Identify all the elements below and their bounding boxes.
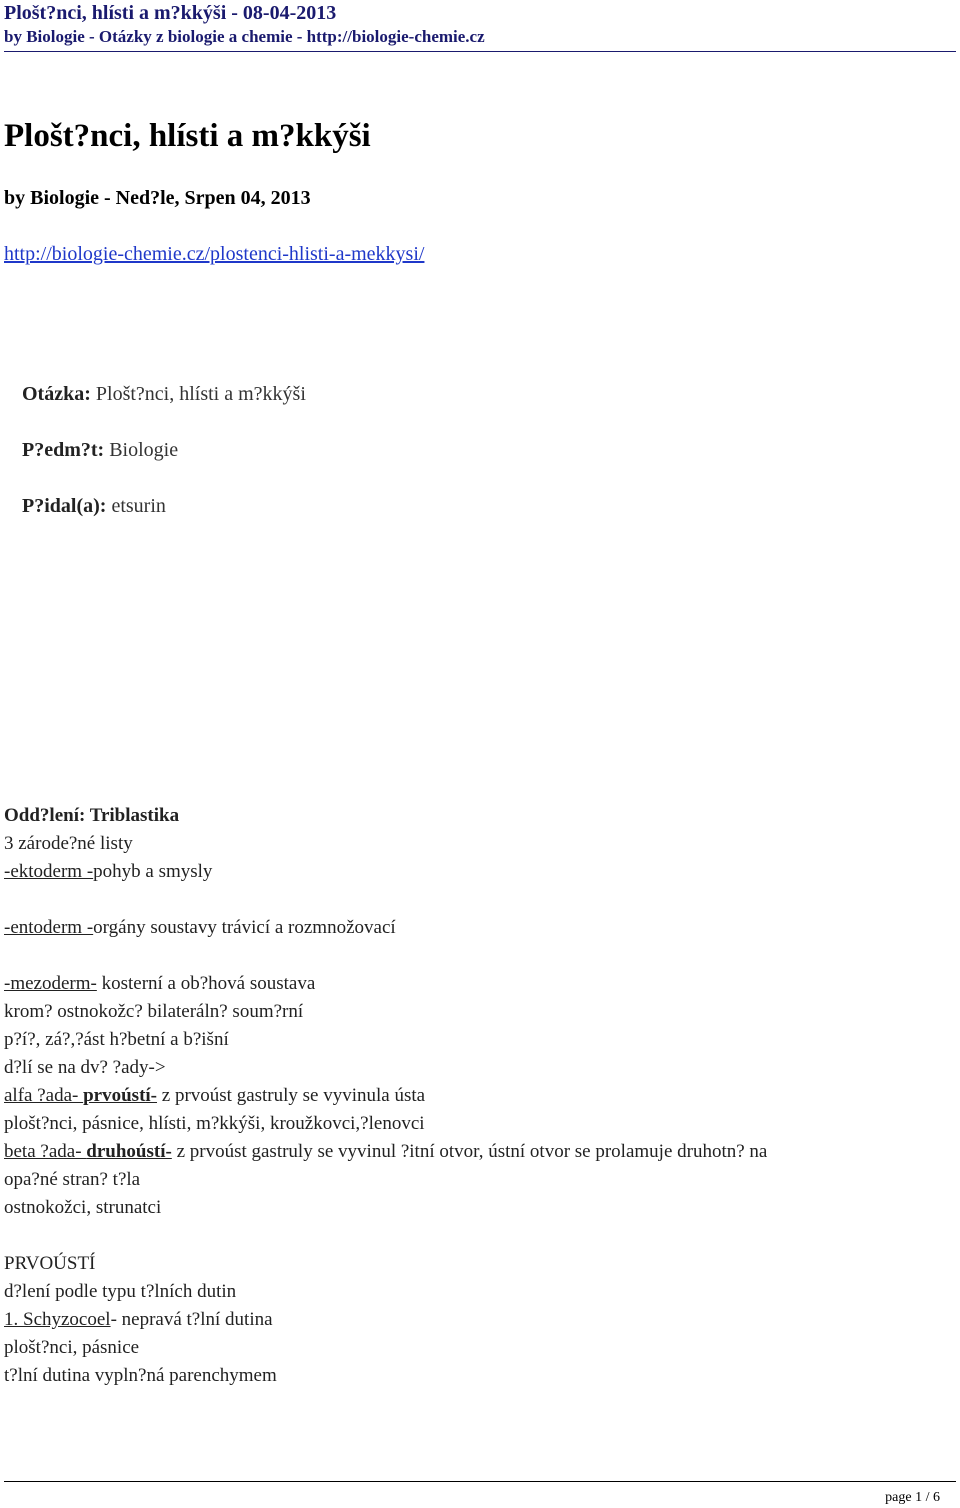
schizocoel-line	[4, 1306, 954, 1334]
header-divider	[4, 51, 956, 52]
beta-bold-term: druhoústí-	[86, 1141, 172, 1162]
mesoderm-desc: kosterní a ob?hová soustava	[96, 973, 316, 994]
schizocoel-fill: t?lní dutina vypln?ná parenchymem	[4, 1365, 277, 1386]
body-parts-line: p?í?, zá?,?ást h?betní a b?išní	[4, 1029, 229, 1050]
ectoderm-term: -ektoderm -	[4, 861, 94, 882]
beta-desc: z prvoúst gastruly se vyvinul ?itní otvor, ústní otvor se prolamuje druhotn? na	[171, 1141, 768, 1162]
article-body	[4, 802, 954, 1390]
ectoderm-line	[4, 858, 954, 886]
beta-list: ostnokožci, strunatci	[4, 1197, 162, 1218]
mesoderm-term: -mezoderm-	[4, 973, 97, 994]
alpha-term: alfa ?ada-	[4, 1085, 84, 1106]
alpha-line	[4, 1082, 954, 1110]
division-heading: Odd?lení: Triblastika	[4, 805, 180, 826]
meta-question-value: Plošt?nci, hlísti a m?kkýši	[90, 383, 306, 405]
alpha-list: plošt?nci, pásnice, hlísti, m?kkýši, kroužkovci,?lenovci	[4, 1113, 425, 1134]
division-by-line: d?lení podle typu t?lních dutin	[4, 1281, 237, 1302]
meta-author-label: P?idal(a):	[22, 495, 107, 517]
running-header-subtitle: by Biologie - Otázky z biologie a chemie - http://biologie-chemie.cz	[4, 27, 485, 46]
beta-term: beta ?ada-	[4, 1141, 87, 1162]
spacer	[4, 1222, 954, 1250]
protostome-heading: PRVOÚSTÍ	[4, 1253, 96, 1274]
entoderm-desc: orgány soustavy trávicí a rozmnožovací	[93, 917, 396, 938]
symmetry-line: krom? ostnokožc? bilateráln? soum?rní	[4, 1001, 304, 1022]
meta-author-value: etsurin	[106, 495, 166, 517]
germ-layers-line: 3 zárode?né listy	[4, 833, 133, 854]
schizocoel-desc: - nepravá t?lní dutina	[110, 1309, 273, 1330]
spacer	[4, 886, 954, 914]
running-header-title: Plošt?nci, hlísti a m?kkýši - 08-04-2013	[4, 2, 337, 24]
division-line: d?lí se na dv? ?ady->	[4, 1057, 166, 1078]
article-url-link[interactable]: http://biologie-chemie.cz/plostenci-hlisti-a-mekkysi/	[4, 243, 425, 265]
schizocoel-term: 1. Schyzocoel	[4, 1309, 111, 1330]
entoderm-line	[4, 914, 954, 942]
article-title: Plošt?nci, hlísti a m?kkýši	[4, 118, 371, 154]
running-header	[4, 0, 956, 48]
footer-divider	[4, 1481, 956, 1482]
alpha-bold-term: prvoústí-	[83, 1085, 158, 1106]
mesoderm-line	[4, 970, 954, 998]
meta-author	[22, 494, 166, 518]
meta-subject-label: P?edm?t:	[22, 439, 105, 461]
beta-continuation: opa?né stran? t?la	[4, 1169, 141, 1190]
ectoderm-desc: pohyb a smysly	[93, 861, 213, 882]
page-number: page 1 / 6	[885, 1490, 940, 1505]
meta-subject-value: Biologie	[104, 439, 179, 461]
meta-question-label: Otázka:	[22, 383, 91, 405]
meta-subject	[22, 438, 178, 462]
beta-line	[4, 1138, 954, 1166]
alpha-desc: z prvoúst gastruly se vyvinula ústa	[157, 1085, 426, 1106]
article-byline: by Biologie - Ned?le, Srpen 04, 2013	[4, 187, 311, 209]
meta-question	[22, 382, 306, 406]
entoderm-term: -entoderm -	[4, 917, 94, 938]
spacer	[4, 942, 954, 970]
schizocoel-list: plošt?nci, pásnice	[4, 1337, 140, 1358]
